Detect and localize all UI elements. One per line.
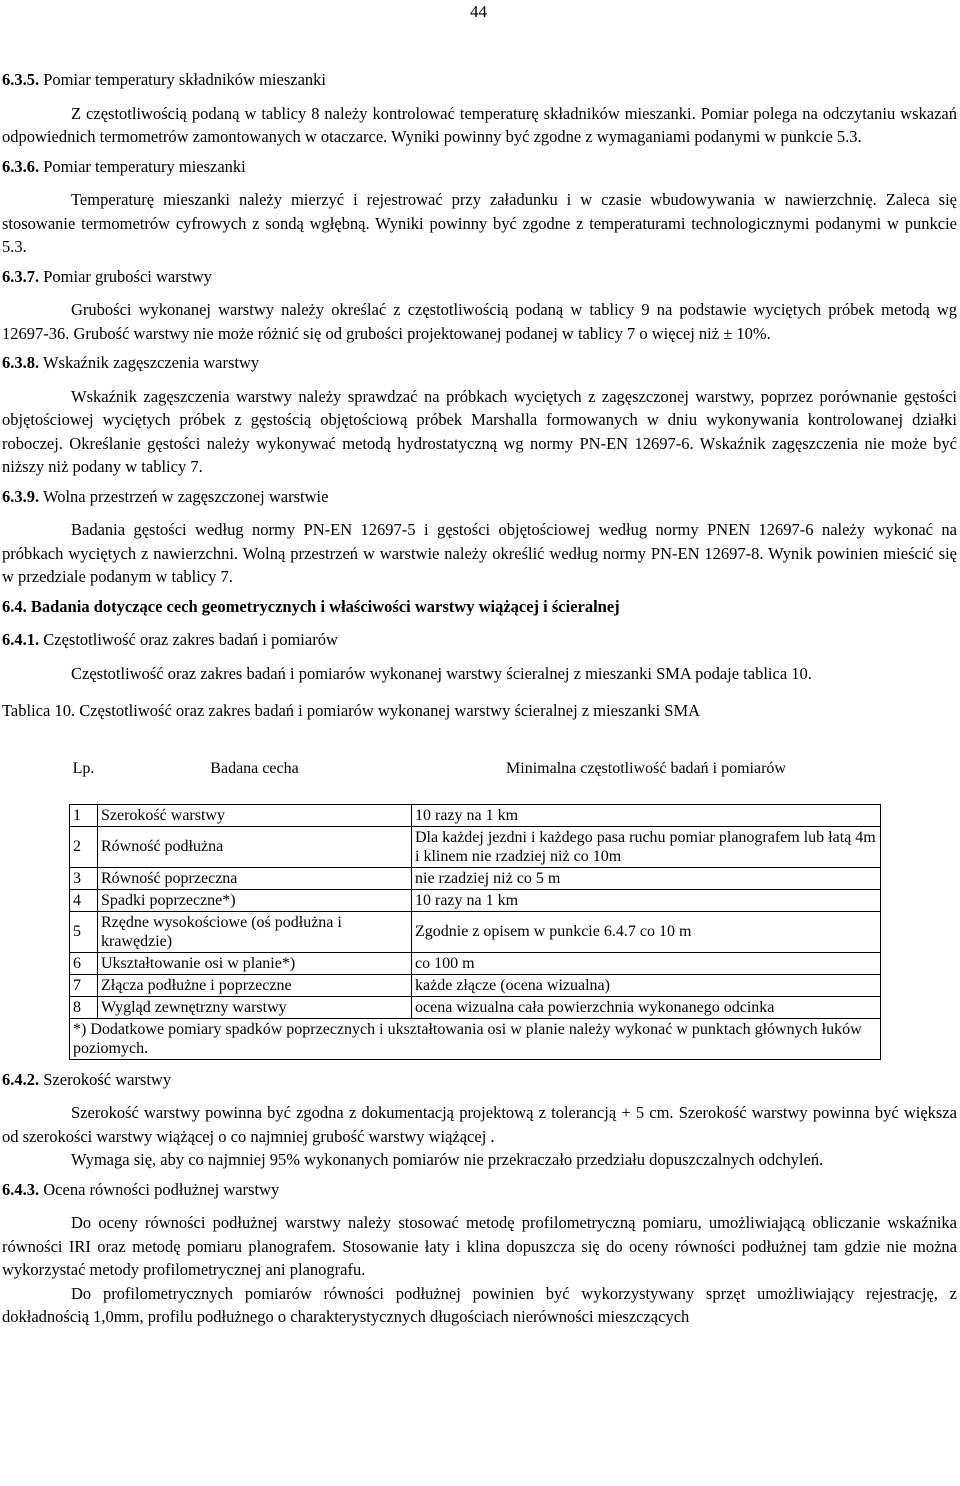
- table-row: [70, 911, 881, 952]
- cell-lp: 3: [70, 867, 98, 889]
- cell-frequency: 10 razy na 1 km: [412, 889, 881, 911]
- paragraph: Temperaturę mieszanki należy mierzyć i rejestrować przy załadunku i w czasie wbudowywania w nawierzchnię. Zaleca się stosowanie termometrów cyfrowych z sondą wgłębną. Wyniki powinny być zgodne z temperaturami technologicznymi podanymi w punkcie 5.3.: [2, 190, 957, 256]
- paragraph: Do oceny równości podłużnej warstwy należy stosować metodę profilometryczną pomiaru, umożliwiającą obliczanie wskaźnika równości IRI oraz metodę pomiaru planografem. Stosowanie łaty i klina dopuszcza się do oceny równości podłużnej tam gdzie nie można wykorzystać metody profilometrycznej ani planografu.: [2, 1213, 957, 1279]
- table-row: [70, 804, 881, 826]
- section-title: Pomiar temperatury składników mieszanki: [39, 70, 326, 89]
- table-row: [70, 889, 881, 911]
- document-body: [2, 62, 957, 1329]
- paragraph: Badania gęstości według normy PN-EN 12697-5 i gęstości objętościowej według normy PNEN 12697-6 należy wykonać na próbkach wyciętych z nawierzchni. Wolną przestrzeń w warstwie należy określić według normy PN-EN 12697-8. Wynik powinien mieścić się w przedziale podanym w tablicy 7.: [2, 520, 957, 586]
- cell-feature: Spadki poprzeczne*): [98, 889, 412, 911]
- cell-frequency: 10 razy na 1 km: [412, 804, 881, 826]
- section-title: Szerokość warstwy: [39, 1069, 172, 1089]
- cell-frequency: Dla każdej jezdni i każdego pasa ruchu pomiar planografem lub łatą 4m i klinem nie rzadziej niż co 10m: [412, 826, 881, 867]
- cell-feature: Rzędne wysokościowe (oś podłużna i krawędzie): [98, 911, 412, 952]
- header-cell: Lp.: [72, 759, 95, 777]
- table-footnote: *) Dodatkowe pomiary spadków poprzecznych i ukształtowania osi w planie należy wykonać w punktach głównych łuków poziomych.: [70, 1018, 881, 1059]
- cell-feature: Ukształtowanie osi w planie*): [98, 952, 412, 974]
- table-header-row: [70, 747, 881, 790]
- section-number: 6.3.5.: [2, 70, 40, 89]
- paragraph: Grubości wykonanej warstwy należy określać z częstotliwością podaną w tablicy 9 na podstawie wyciętych próbek metodą wg 12697-36. Grubość warstwy nie może różnić się od grubości projektowanej podanej w tablicy 7 o więcej niż ± 10%.: [2, 300, 957, 343]
- table-row: [70, 952, 881, 974]
- header-cell: Minimalna częstotliwość badań i pomiarów: [506, 759, 786, 777]
- section-number: 6.3.7.: [2, 266, 40, 286]
- table-caption: Tablica 10. Częstotliwość oraz zakres badań i pomiarów wykonanej warstwy ścieralnej z mieszanki SMA: [2, 701, 701, 720]
- section-heading-6-3-5: [2, 68, 957, 92]
- table-row: [70, 996, 881, 1018]
- section-number: 6.4.2.: [2, 1069, 40, 1089]
- cell-frequency: ocena wizualna cała powierzchnia wykonanego odcinka: [412, 996, 881, 1018]
- section-title: Ocena równości podłużnej warstwy: [39, 1179, 280, 1199]
- cell-lp: 5: [70, 911, 98, 952]
- table-row: [70, 867, 881, 889]
- section-heading-6-3-6: [2, 155, 957, 179]
- page-number: 44: [470, 2, 487, 21]
- cell-frequency: każde złącze (ocena wizualna): [412, 974, 881, 996]
- cell-frequency: Zgodnie z opisem w punkcie 6.4.7 co 10 m: [412, 911, 881, 952]
- section-title: Wskaźnik zagęszczenia warstwy: [39, 353, 260, 372]
- cell-feature: Złącza podłużne i poprzeczne: [98, 974, 412, 996]
- section-title: Pomiar grubości warstwy: [39, 266, 212, 286]
- section-heading-6-3-8: [2, 351, 957, 375]
- cell-frequency: co 100 m: [412, 952, 881, 974]
- paragraph: Częstotliwość oraz zakres badań i pomiarów wykonanej warstwy ścieralnej z mieszanki SMA podaje tablica 10.: [71, 663, 812, 683]
- section-heading-6-4-1: [2, 628, 957, 652]
- section-title: Częstotliwość oraz zakres badań i pomiarów: [39, 630, 338, 649]
- cell-lp: 7: [70, 974, 98, 996]
- section-number: 6.3.8.: [2, 353, 40, 372]
- paragraph: Szerokość warstwy powinna być zgodna z dokumentacją projektową z tolerancją + 5 cm. Szerokość warstwy powinna być większa od szerokości warstwy wiążącej o co najmniej grubość warstwy wiążącej .: [2, 1103, 957, 1146]
- header-cell: Badana cecha: [210, 759, 299, 777]
- cell-lp: 6: [70, 952, 98, 974]
- cell-lp: 2: [70, 826, 98, 867]
- section-heading-6-4: 6.4. Badania dotyczące cech geometrycznych i właściwości warstwy wiążącej i ścieralnej: [2, 596, 620, 616]
- cell-lp: 4: [70, 889, 98, 911]
- section-heading-6-3-7: [2, 265, 957, 289]
- table-footnote-row: [70, 1018, 881, 1059]
- cell-feature: Wygląd zewnętrzny warstwy: [98, 996, 412, 1018]
- cell-feature: Szerokość warstwy: [98, 804, 412, 826]
- paragraph: Z częstotliwością podaną w tablicy 8 należy kontrolować temperaturę składników mieszanki. Pomiar polega na odczytaniu wskazań odpowiednich termometrów zamontowanych w otaczarce. Wyniki powinny być zgodne z wymaganiami podanymi w punkcie 5.3.: [2, 103, 957, 146]
- section-heading-6-4-2: [2, 1068, 957, 1092]
- section-title: Wolna przestrzeń w zagęszczonej warstwie: [39, 486, 329, 506]
- section-number: 6.3.6.: [2, 156, 40, 176]
- section-number: 6.4.1.: [2, 630, 40, 649]
- paragraph: Wskaźnik zagęszczenia warstwy należy sprawdzać na próbkach wyciętych z zagęszczonej warstwy, poprzez porównanie gęstości objętościowej wyciętych próbek z gęstością objętościową próbek Marshalla formowanych w dniu wykonywania kontrolowanej działki roboczej. Określanie gęstości należy wykonywać metodą hydrostatyczną wg normy PN-EN 12697-6. Wskaźnik zagęszczenia nie może być niższy niż podany w tablicy 7.: [2, 386, 957, 476]
- table-10: [69, 747, 881, 1060]
- cell-frequency: nie rzadziej niż co 5 m: [412, 867, 881, 889]
- cell-lp: 8: [70, 996, 98, 1018]
- paragraph: Wymaga się, aby co najmniej 95% wykonanych pomiarów nie przekraczało przedziału dopuszczalnych odchyleń.: [71, 1150, 824, 1169]
- section-title: Pomiar temperatury mieszanki: [39, 156, 246, 176]
- table-row: [70, 826, 881, 867]
- paragraph: Do profilometrycznych pomiarów równości podłużnej powinien być wykorzystywany sprzęt umożliwiający rejestrację, z dokładnością 1,0mm, profilu podłużnego o charakterystycznych długościach nierówności mieszczących: [2, 1283, 957, 1326]
- cell-feature: Równość podłużna: [98, 826, 412, 867]
- table-row: [70, 974, 881, 996]
- cell-feature: Równość poprzeczna: [98, 867, 412, 889]
- section-heading-6-3-9: [2, 485, 957, 509]
- section-number: 6.3.9.: [2, 486, 40, 506]
- section-number: 6.4.3.: [2, 1179, 40, 1199]
- cell-lp: 1: [70, 804, 98, 826]
- section-heading-6-4-3: [2, 1178, 957, 1202]
